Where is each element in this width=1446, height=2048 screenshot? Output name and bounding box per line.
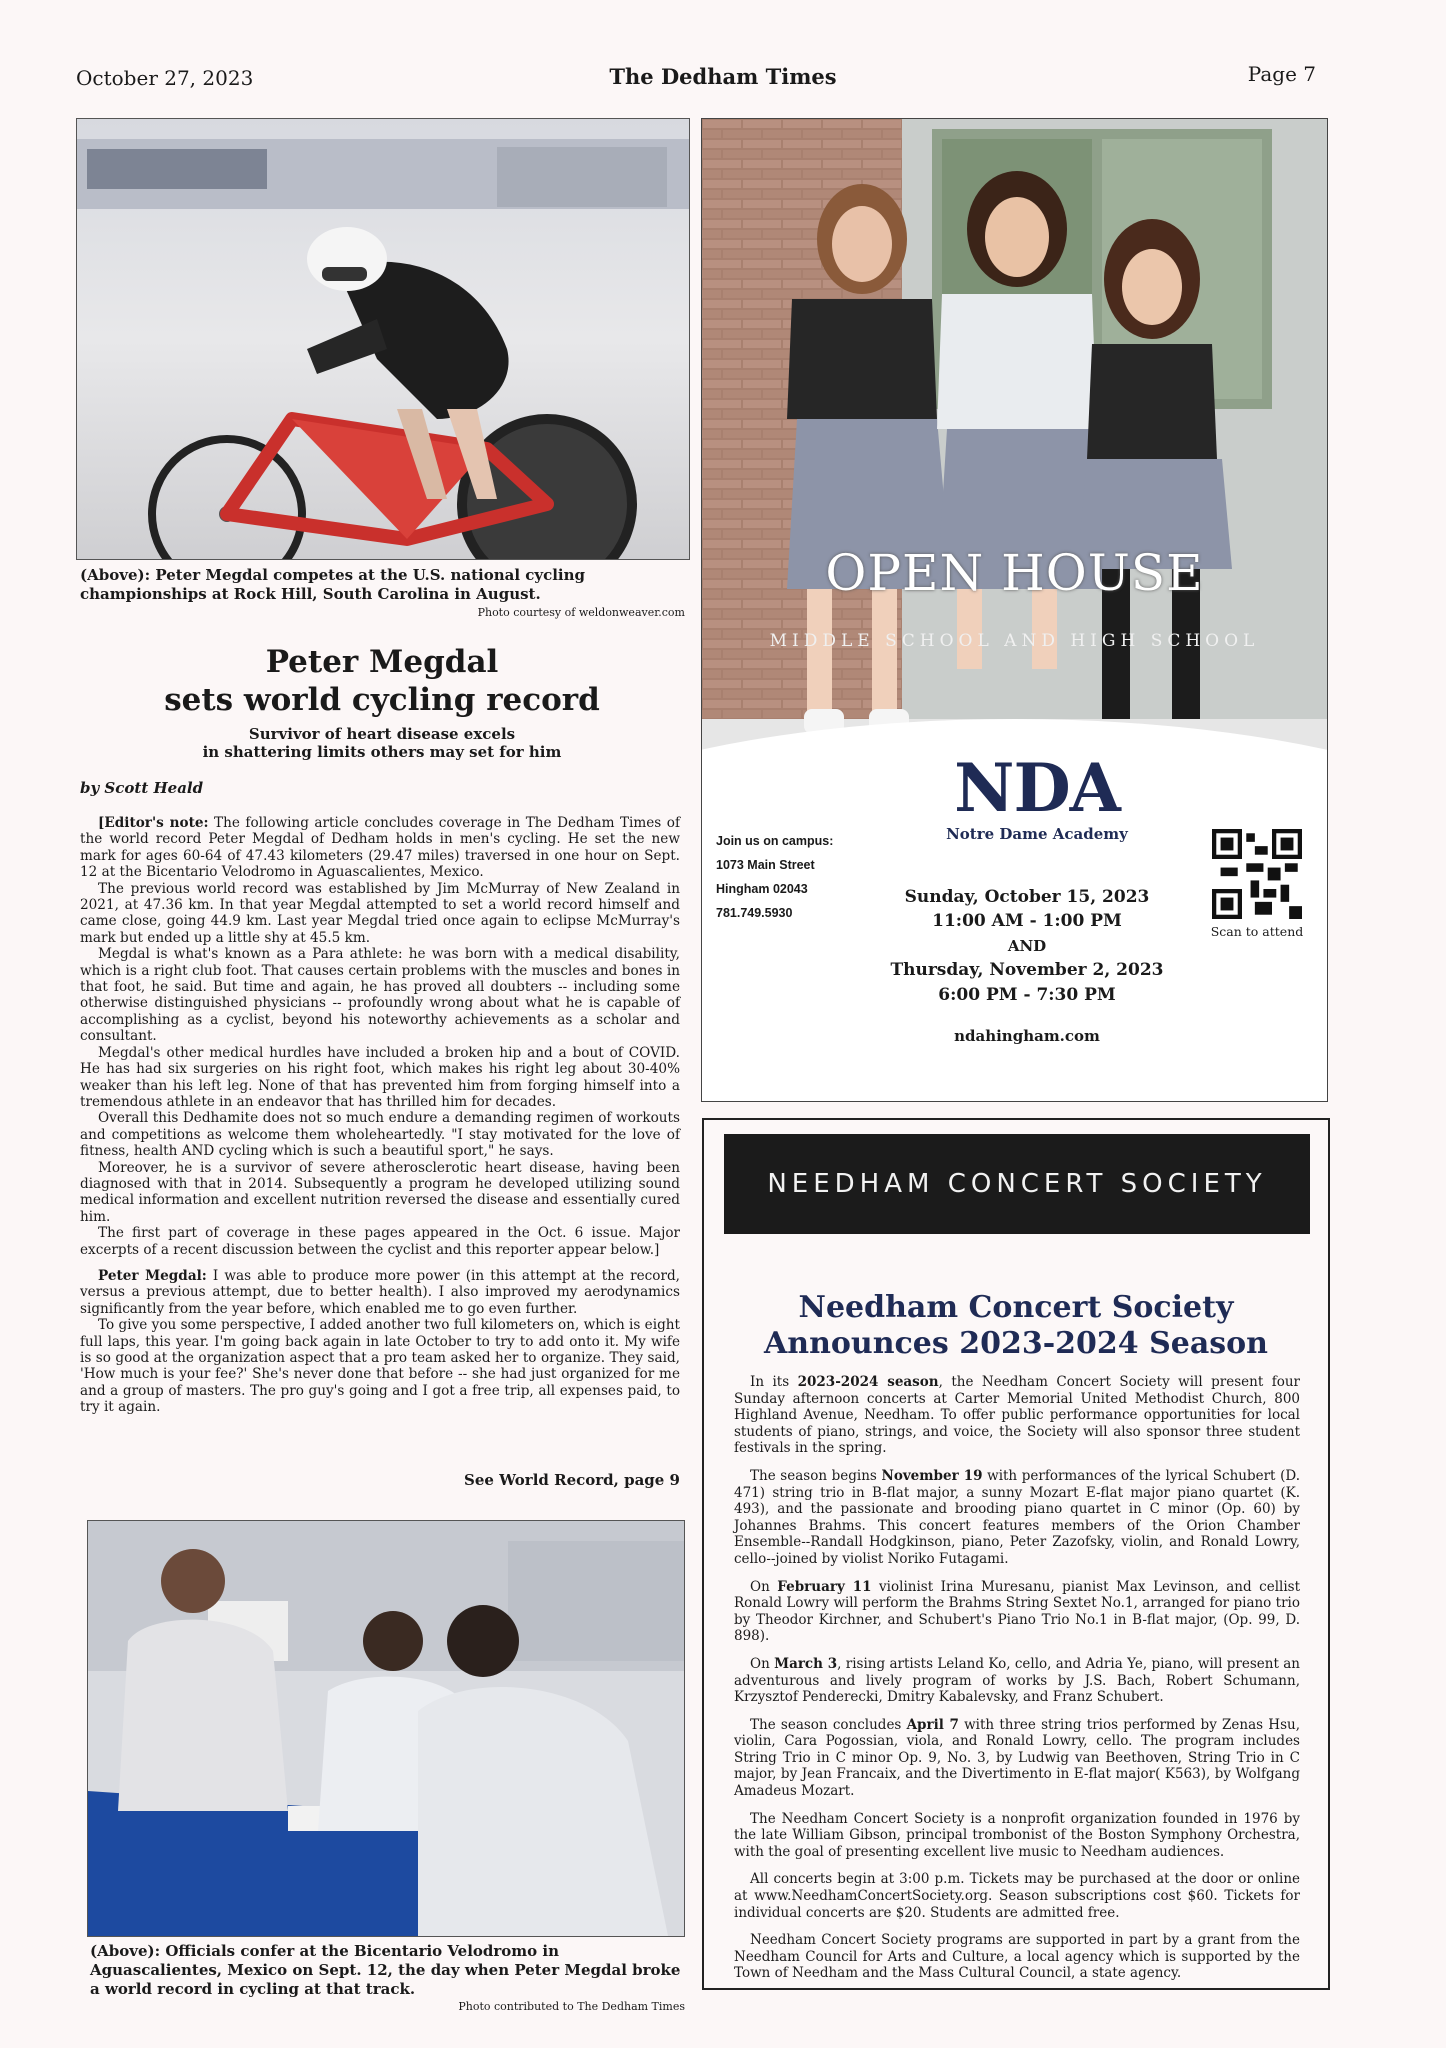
- students-photo: [702, 119, 1327, 849]
- needham-concert-society-ad: [702, 1118, 1330, 1990]
- ncs-banner: NEEDHAM CONCERT SOCIETY: [724, 1134, 1310, 1234]
- officials-photo: [87, 1520, 685, 1937]
- ncs-paragraph: The Needham Concert Society is a nonprofit organization founded in 1976 by the late William Gibson, principal trombonist of the Boston Symphony Orchestra, with the goal of presenting excellent live music to Needham audiences.: [734, 1810, 1300, 1860]
- article-paragraph: Megdal's other medical hurdles have included a broken hip and a bout of COVID. He has had six surgeries on his right foot, which makes his right leg about 30-40% weaker than his left leg. None of that has prevented him from forging himself into a tremendous athlete in an endeavor that has thrilled him for decades.: [80, 1044, 680, 1110]
- article-headline: Peter Megdal sets world cycling record: [164, 644, 600, 718]
- issue-date: October 27, 2023: [76, 66, 254, 90]
- ncs-paragraph: Needham Concert Society programs are supported in part by a grant from the Needham Council for Arts and Culture, a local agency which is supported by the Town of Needham and the Mass Cultural Council, a state agency.: [734, 1932, 1300, 1982]
- ncs-paragraph: All concerts begin at 3:00 p.m. Tickets may be purchased at the door or online at www.NeedhamConcertSociety.org. Season subscriptions cost $60. Tickets for individual concerts are $20. Students are admitted free.: [734, 1871, 1300, 1921]
- ncs-paragraph: On March 3, rising artists Leland Ko, cello, and Adria Ye, piano, will present an adventurous and lively program of works by J.S. Bach, Robert Schumann, Krzysztof Penderecki, Dmitry Kabalevsky, and Franz Schubert.: [734, 1655, 1300, 1706]
- ncs-paragraph: On February 11 violinist Irina Muresanu, pianist Max Levinson, and cellist Ronald Lowry will perform the Brahms String Sextet No.1, arranged for piano trio by Theodor Kirchner, and Schubert's Piano Trio No.1 in B-flat major, (Op. 99, D. 898).: [734, 1578, 1300, 1645]
- article-subhead: Survivor of heart disease excels in shattering limits others may set for him: [202, 725, 562, 761]
- open-house-time-1: 11:00 AM - 1:00 PM: [932, 911, 1122, 931]
- cyclist-photo: [76, 118, 690, 560]
- article-paragraph: Peter Megdal: I was able to produce more power (in this attempt at the record, versus a previous attempt, due to better health). I also improved my aerodynamics significantly from the year before, which enabled me to go even further.: [80, 1267, 680, 1317]
- open-house-subhead: MIDDLE SCHOOL AND HIGH SCHOOL: [769, 631, 1260, 651]
- qr-caption: Scan to attend: [1210, 924, 1304, 939]
- ncs-body: [734, 1374, 1300, 1993]
- ncs-paragraph: The season concludes April 7 with three string trios performed by Zenas Hsu, violin, Cara Pogossian, viola, and Ronald Lowry, cello. The program includes String Trio in C minor Op. 9, No. 3, by Ludwig van Beethoven, String Trio in C major, by Jean Francaix, and the Divertimento in E-flat major( K563), by Wolfgang Amadeus Mozart.: [734, 1716, 1300, 1800]
- article-paragraph: The first part of coverage in these pages appeared in the Oct. 6 issue. Major excerpts of a recent discussion between the cyclist and this reporter appear below.]: [80, 1225, 680, 1258]
- cyclist-photo-credit: Photo courtesy of weldonweaver.com: [477, 606, 685, 619]
- officials-photo-caption: (Above): Officials confer at the Bicentario Velodromo in Aguascalientes, Mexico on Sept. 12, the day when Peter Megdal broke a world record in cycling at that track.: [90, 1942, 681, 1998]
- ncs-paragraph: The season begins November 19 with performances of the lyrical Schubert (D. 471) string trio in B-flat major, a sunny Mozart E-flat major piano quartet (K. 493), and the passionate and brooding piano quartet in C minor (Op. 60) by Johannes Brahms. This concert features members of the Orion Chamber Ensemble--Randall Hodgkinson, piano, Peter Zazofsky, violin, and Ronald Lowry, cello--joined by violist Noriko Futagami.: [734, 1467, 1301, 1567]
- cyclist-photo-caption: (Above): Peter Megdal competes at the U.S. national cycling championships at Rock Hill, South Carolina in August.: [80, 566, 586, 603]
- nda-school-name: Notre Dame Academy: [946, 825, 1128, 843]
- open-house-time-2: 6:00 PM - 7:30 PM: [938, 985, 1116, 1005]
- article-byline: by Scott Heald: [80, 779, 204, 797]
- open-house-headline: OPEN HOUSE: [825, 544, 1204, 602]
- nda-open-house-ad: [701, 118, 1328, 1102]
- article-paragraph: Moreover, he is a survivor of severe atherosclerotic heart disease, having been diagnosed with that in 2014. Subsequently a program he developed utilizing sound medical information and excellent nutrition reversed the disease and essentially cured him.: [80, 1159, 680, 1225]
- open-house-date-1: Sunday, October 15, 2023: [904, 887, 1150, 907]
- newspaper-title: The Dedham Times: [609, 64, 837, 89]
- article-paragraph: [Editor's note: The following article concludes coverage in The Dedham Times of the world record Peter Megdal of Dedham holds in men's cycling. He set the new mark for ages 60-64 of 47.43 kilometers (29.47 miles) traversed in one hour on Sept. 12 at the Bicentario Velodromo in Aguascalientes, Mexico.: [80, 815, 680, 881]
- article-body: [80, 815, 680, 1416]
- nda-address: Join us on campus: 1073 Main Street Hingham 02043 781.749.5930: [716, 834, 834, 920]
- officials-photo-credit: Photo contributed to The Dedham Times: [458, 2000, 685, 2013]
- article-paragraph: Megdal is what's known as a Para athlete: he was born with a medical disability, which is a right club foot. That causes certain problems with the muscles and bones in that foot, he said. But time and again, he has proved all doubters -- including some otherwise distinguished physicians -- profoundly wrong about what he is capable of accomplishing as a cyclist, beyond his noteworthy achievements as a scholar and consultant.: [80, 946, 680, 1045]
- continued-jump-line: See World Record, page 9: [464, 1471, 680, 1489]
- ncs-headline: Needham Concert Society Announces 2023-2024 Season: [763, 1290, 1268, 1361]
- article-paragraph: The previous world record was established by Jim McMurray of New Zealand in 2021, at 47.36 km. In that year Megdal attempted to set a world record himself and came close, going 44.9 km. Last year Megdal tried once again to eclipse McMurray's mark but ended up a little shy at 45.5 km.: [80, 880, 680, 946]
- open-house-and: AND: [1007, 937, 1047, 955]
- page-number: Page 7: [1247, 62, 1316, 86]
- ncs-paragraph: In its 2023-2024 season, the Needham Concert Society will present four Sunday afternoon concerts at Carter Memorial United Methodist Church, 800 Highland Avenue, Needham. To offer public performance opportunities for local students of piano, strings, and voice, the Society will also sponsor three student festivals in the spring.: [734, 1374, 1300, 1457]
- nda-website[interactable]: ndahingham.com: [954, 1027, 1100, 1045]
- qr-code-icon: [1212, 829, 1302, 919]
- article-paragraph: Overall this Dedhamite does not so much endure a demanding regimen of workouts and competitions as welcome them wholeheartedly. "I stay motivated for the love of fitness, health AND cycling which is such a beautiful sport," he says.: [80, 1110, 680, 1160]
- open-house-date-2: Thursday, November 2, 2023: [890, 960, 1164, 980]
- article-paragraph: To give you some perspective, I added another two full kilometers on, which is eight full laps, this year. I'm going back again in late October to try to add onto it. My wife is so good at the organization aspect that a pro team asked her to organize. They said, 'How much is your fee?' She's never done that before -- she had just organized for me and a group of masters. The pro guy's going and I got a free trip, all expenses paid, to try it again.: [80, 1317, 680, 1416]
- nda-logo: NDA: [954, 749, 1120, 827]
